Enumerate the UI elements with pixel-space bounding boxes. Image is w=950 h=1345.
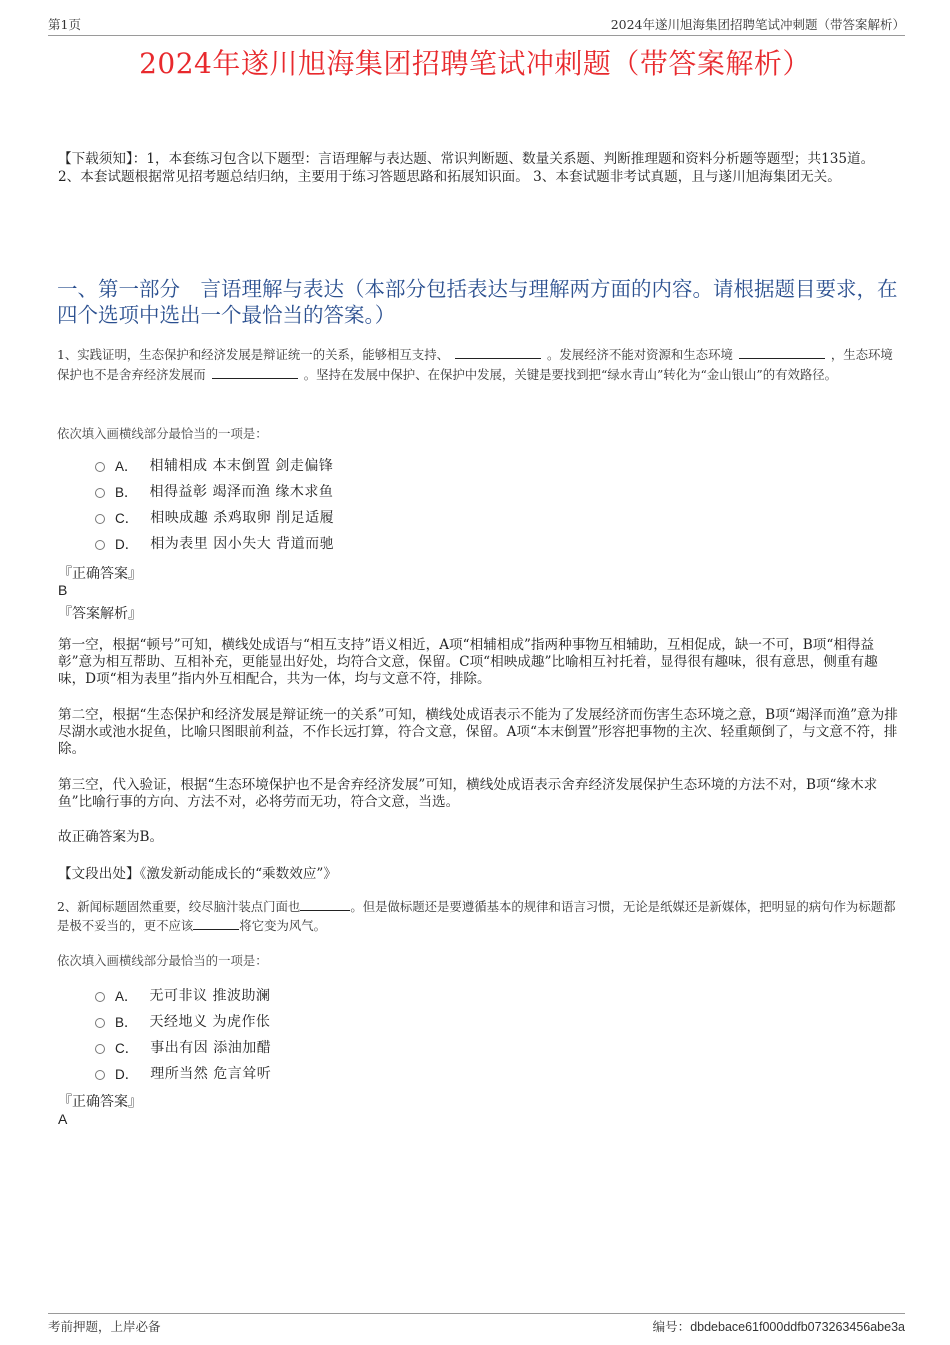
blank-1 bbox=[455, 346, 541, 359]
option-text: 相映成趣 杀鸡取卵 削足适履 bbox=[150, 510, 335, 526]
q2-stem-part: 2、新闻标题固然重要，绞尽脑汁装点门面也 bbox=[57, 899, 301, 914]
correct-answer-label: 『正确答案』 bbox=[58, 566, 142, 582]
header-doc-name: 2024年遂川旭海集团招聘笔试冲刺题（带答案解析） bbox=[610, 17, 905, 32]
blank-2 bbox=[739, 346, 825, 359]
analysis-paragraph: 第二空，根据“生态保护和经济发展是辩证统一的关系”可知，横线处成语表示不能为了发展经济而伤害生态环境之意，B项“竭泽而渔”意为排尽湖水或池水捉鱼，比喻只图眼前利益，不作长远打算，符合文意，保留。A项“本末倒置”形容把事物的主次、轻重颠倒了，与文意不符，排除。 bbox=[58, 707, 898, 757]
option-letter: C． bbox=[115, 1041, 139, 1056]
option-text: 相得益彰 竭泽而渔 缘木求鱼 bbox=[149, 484, 334, 500]
footer-code-label: 编号： bbox=[652, 1319, 691, 1334]
radio-icon[interactable] bbox=[95, 462, 105, 472]
option-letter: B． bbox=[115, 1015, 138, 1030]
footer-slogan: 考前押题，上岸必备 bbox=[48, 1319, 161, 1334]
option-letter: B． bbox=[115, 485, 138, 500]
option-text: 理所当然 危言耸听 bbox=[150, 1066, 272, 1082]
question-1-prompt: 依次填入画横线部分最恰当的一项是： bbox=[57, 426, 268, 441]
correct-answer-value: A bbox=[58, 1111, 68, 1127]
download-notice: 【下载须知】：1，本套练习包含以下题型：言语理解与表达题、常识判断题、数量关系题、判断推理题和资料分析题等题型；共135道。 2、本套试题根据常见招考题总结归纳，主要用于练习答题思路和拓展知识面。 3、本套试题非考试真题，且与遂川旭海集团无关。 bbox=[58, 151, 875, 185]
blank-1 bbox=[300, 898, 350, 911]
analysis-label: 『答案解析』 bbox=[58, 606, 142, 622]
radio-icon[interactable] bbox=[95, 1044, 105, 1054]
q1-stem-part: ，生态环境保护也不是舍弃经济发展而 bbox=[57, 347, 893, 382]
question-1-stem bbox=[57, 345, 898, 385]
option-c[interactable] bbox=[95, 1034, 271, 1060]
option-text: 相为表里 因小失大 背道而驰 bbox=[150, 536, 335, 552]
radio-icon[interactable] bbox=[95, 514, 105, 524]
question-1-options bbox=[95, 452, 334, 556]
option-d[interactable] bbox=[95, 530, 334, 556]
analysis-conclusion: 故正确答案为B。 bbox=[58, 829, 164, 845]
radio-icon[interactable] bbox=[95, 1018, 105, 1028]
correct-answer-value: B bbox=[58, 582, 68, 598]
q2-stem-part: 将它变为风气。 bbox=[239, 918, 327, 933]
blank-2 bbox=[193, 917, 239, 930]
option-letter: A． bbox=[115, 989, 138, 1004]
page-header bbox=[48, 13, 905, 36]
option-b[interactable] bbox=[95, 478, 334, 504]
q1-stem-part: 。坚持在发展中保护、在保护中发展，关键是要找到把“绿水青山”转化为“金山银山”的有效路径。 bbox=[303, 367, 838, 382]
option-letter: D． bbox=[115, 1067, 139, 1082]
option-text: 相辅相成 本末倒置 剑走偏锋 bbox=[149, 458, 334, 474]
footer-code-group bbox=[653, 1317, 905, 1333]
option-letter: D． bbox=[115, 537, 139, 552]
q1-stem-part: 。发展经济不能对资源和生态环境 bbox=[547, 347, 733, 362]
question-2-options bbox=[95, 982, 271, 1086]
radio-icon[interactable] bbox=[95, 540, 105, 550]
footer-code: dbdebace61f000ddfb073263456abe3a bbox=[690, 1320, 905, 1334]
section-title: 一、第一部分 言语理解与表达（本部分包括表达与理解两方面的内容。请根据题目要求，在四个选项中选出一个最恰当的答案。） bbox=[57, 277, 898, 327]
option-c[interactable] bbox=[95, 504, 334, 530]
analysis-paragraph: 第一空，根据“顿号”可知，横线处成语与“相互支持”语义相近，A项“相辅相成”指两种事物互相辅助，互相促成，缺一不可，B项“相得益彰”意为相互帮助、互相补充，更能显出好处，均符合文意，保留。C项“相映成趣”比喻相互衬托着，显得很有趣味，很有意思，侧重有趣味，D项“相为表里”指内外互相配合，共为一体，均与文意不符，排除。 bbox=[58, 637, 878, 687]
option-b[interactable] bbox=[95, 1008, 271, 1034]
option-text: 无可非议 推波助澜 bbox=[149, 988, 271, 1004]
q2-stem-part: 。但是做标题还是要遵循基本的规律和语言习惯，无论是纸媒还是新媒体，把明显的病句作为标题都是极不妥当的，更不应该 bbox=[57, 899, 896, 933]
correct-answer-label: 『正确答案』 bbox=[58, 1094, 142, 1110]
option-d[interactable] bbox=[95, 1060, 271, 1086]
analysis-paragraph: 第三空，代入验证，根据“生态环境保护也不是舍弃经济发展”可知，横线处成语表示舍弃经济发展保护生态环境的方法不对，B项“缘木求鱼”比喻行事的方向、方法不对，必将劳而无功，符合文意，当选。 bbox=[58, 777, 878, 810]
option-a[interactable] bbox=[95, 982, 271, 1008]
page-number: 第1页 bbox=[48, 17, 81, 32]
page-footer bbox=[48, 1313, 905, 1333]
document-title: 2024年遂川旭海集团招聘笔试冲刺题（带答案解析） bbox=[139, 47, 811, 80]
question-2-stem bbox=[57, 897, 898, 935]
option-letter: C． bbox=[115, 511, 139, 526]
option-letter: A． bbox=[115, 459, 138, 474]
option-a[interactable] bbox=[95, 452, 334, 478]
blank-3 bbox=[212, 366, 298, 379]
radio-icon[interactable] bbox=[95, 488, 105, 498]
q1-stem-part: 1、实践证明，生态保护和经济发展是辩证统一的关系，能够相互支持、 bbox=[57, 347, 449, 362]
radio-icon[interactable] bbox=[95, 992, 105, 1002]
option-text: 事出有因 添油加醋 bbox=[150, 1040, 272, 1056]
question-2-prompt: 依次填入画横线部分最恰当的一项是： bbox=[57, 953, 268, 968]
option-text: 天经地义 为虎作伥 bbox=[149, 1014, 271, 1030]
radio-icon[interactable] bbox=[95, 1070, 105, 1080]
text-source: 【文段出处】《激发新动能成长的“乘数效应”》 bbox=[58, 866, 337, 882]
